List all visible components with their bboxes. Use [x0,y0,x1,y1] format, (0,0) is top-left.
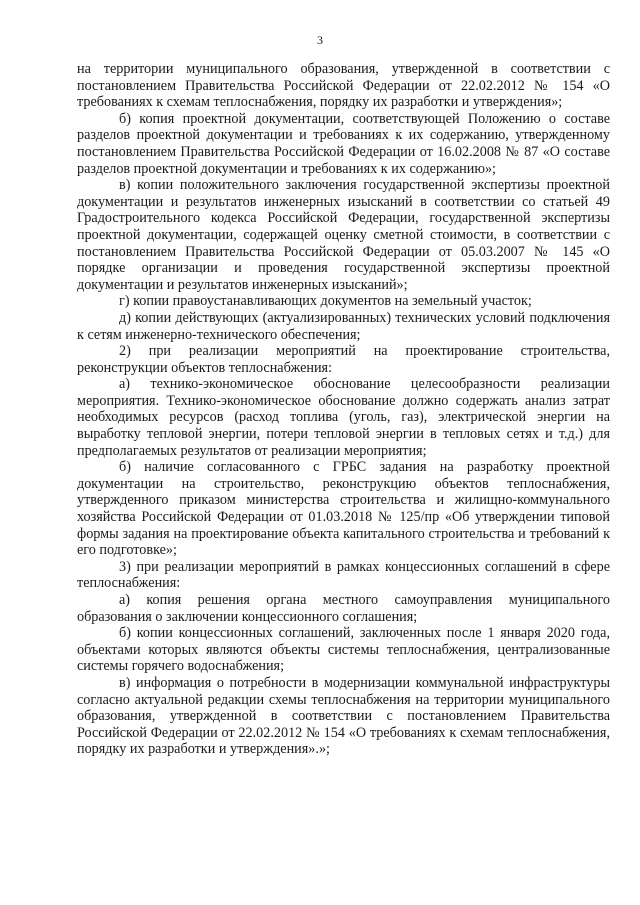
paragraph: а) копия решения органа местного самоуправления муниципального образования о заключении концессионного соглашения; [77,592,610,625]
paragraph: 3) при реализации мероприятий в рамках концессионных соглашений в сфере теплоснабжения: [77,558,610,592]
paragraph: б) копии концессионных соглашений, заключенных после 1 января 2020 года, объектами которых являются объекты системы теплоснабжения, централизованные системы горячего водоснабжения; [77,625,610,675]
paragraph: в) информация о потребности в модернизации коммунальной инфраструктуры согласно актуальной редакции схемы теплоснабжения на территории муниципального образования, утвержденной в соответствии с постановлением Правительства Российской Федерации от 22.02.2012 № 154 «О требованиях к схемам теплоснабжения, порядку их разработки и утверждения».»; [77,674,610,758]
paragraph: б) копия проектной документации, соответствующей Положению о составе разделов проектной документации и требованиях к их содержанию, утвержденному постановлением Правительства Российской Федерации от 16.02.2008 № 87 «О составе разделов проектной документации и требованиях к их содержанию»; [77,110,610,177]
paragraph: д) копии действующих (актуализированных) технических условий подключения к сетям инженерно-технического обеспечения; [77,309,610,343]
paragraph: а) технико-экономическое обоснование целесообразности реализации мероприятия. Технико-экономическое обоснование должно содержать анализ затрат необходимых ресурсов (расход топлива (уголь, газ), электрической энергии на выработку тепловой энергии, потери тепловой энергии в тепловых сетях и т.д.) для предполагаемых результатов от реализации мероприятия; [77,376,610,459]
paragraph: 2) при реализации мероприятий на проектирование строительства, реконструкции объектов теплоснабжения: [77,343,610,376]
paragraph: г) копии правоустанавливающих документов на земельный участок; [119,293,532,310]
page-number: 3 [317,33,323,47]
paragraph: на территории муниципального образования, утвержденной в соответствии с постановлением Правительства Российской Федерации от 22.02.2012 № 154 «О требованиях к схемам теплоснабжения, порядку их разработки и утверждения»; [77,61,610,111]
paragraph: в) копии положительного заключения государственной экспертизы проектной документации и результатов инженерных изысканий в соответствии со статьей 49 Градостроительного кодекса Российской Федерации, государственной экспертизы проектной документации, содержащей оценку сметной стоимости, в соответствии с постановлением Правительства Российской Федерации от 05.03.2007 № 145 «О порядке организации и проведения государственной экспертизы проектной документации и результатов инженерных изысканий»; [77,177,610,293]
document-body [77,61,610,758]
paragraph: б) наличие согласованного с ГРБС задания на разработку проектной документации на строительство, реконструкцию объектов теплоснабжения, утвержденного приказом министерства строительства и жилищно-коммунального хозяйства Российской Федерации от 01.03.2018 № 125/пр «Об утверждении типовой формы задания на проектирование объекта капитального строительства и требований к его подготовке»; [77,459,610,559]
